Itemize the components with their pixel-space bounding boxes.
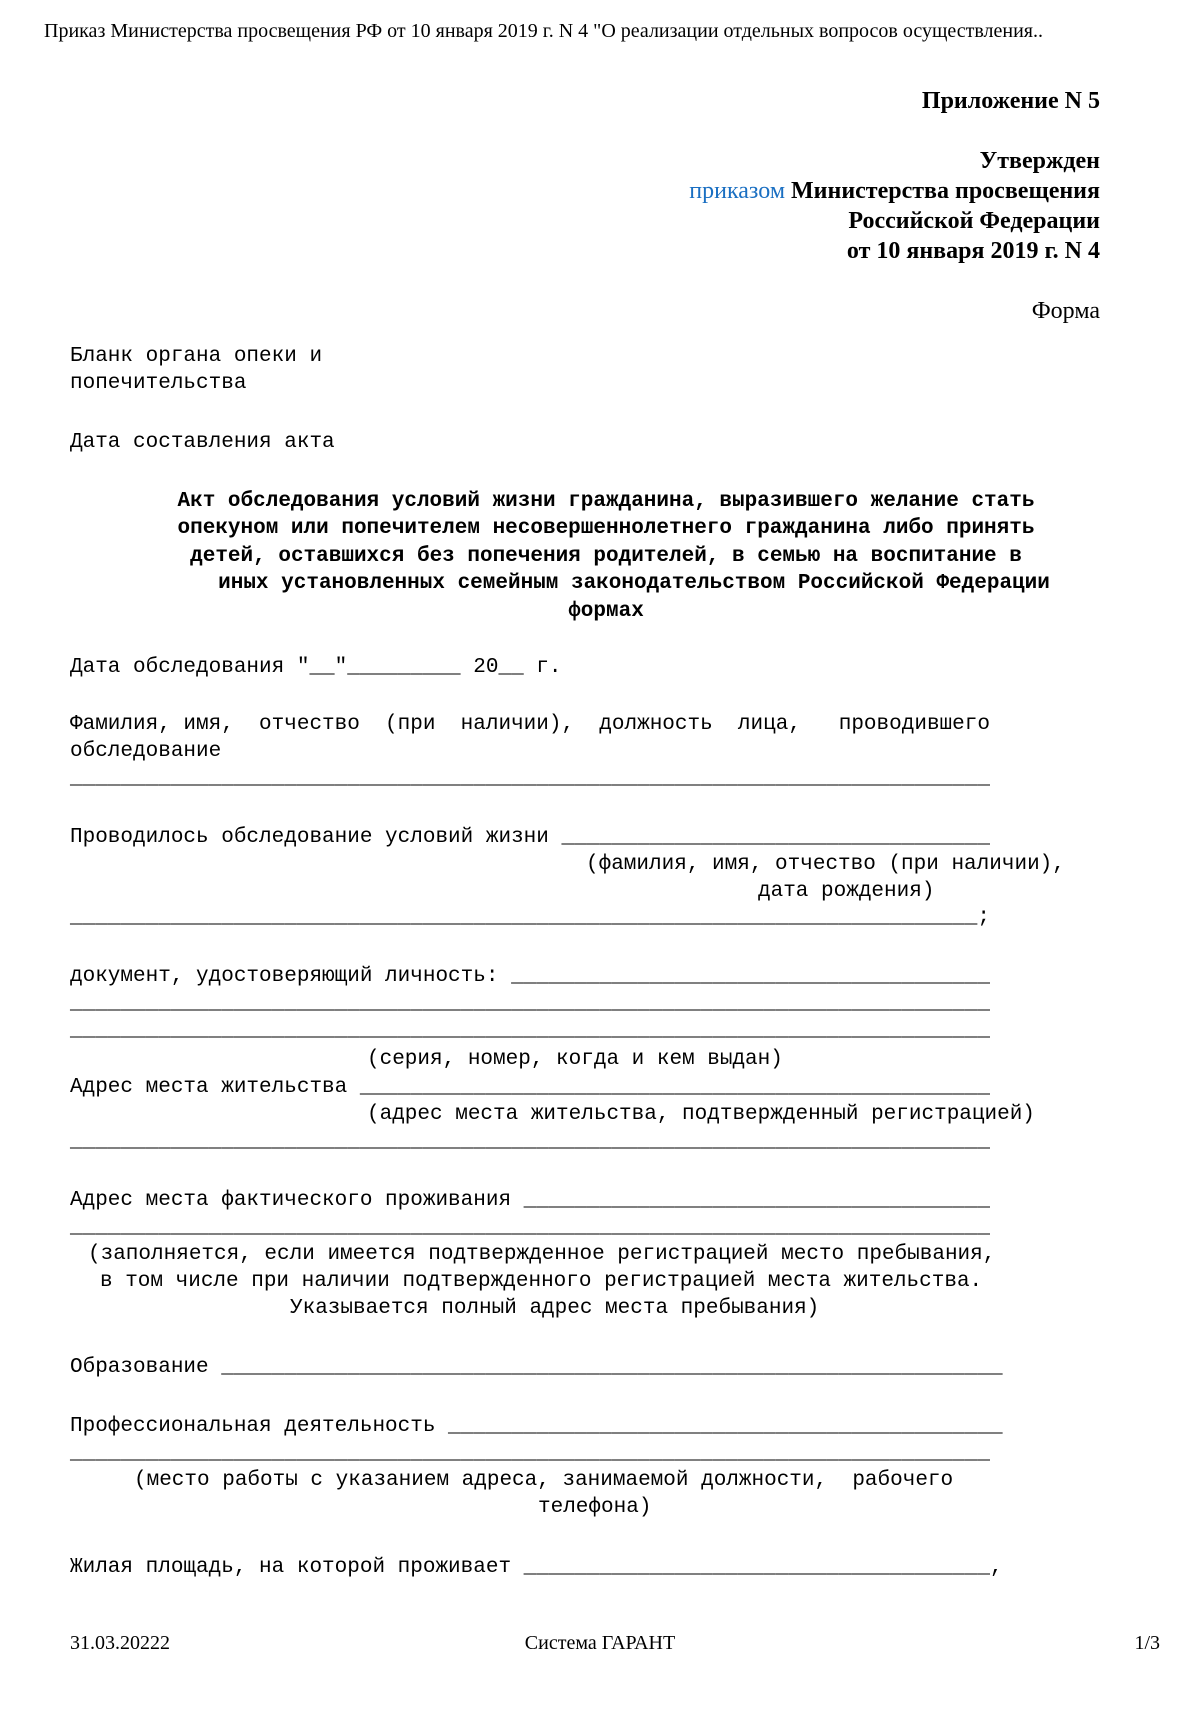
- appendix-number: Приложение N 5: [921, 88, 1100, 114]
- conducted-end-line: ________________________________________________________________________;: [70, 906, 990, 929]
- footer-date: 31.03.20222: [70, 1632, 170, 1654]
- living-space-line: Жилая площадь, на которой проживает _____________________________________,: [70, 1556, 1003, 1579]
- address-reg-line: Адрес места жительства __________________________________________________: [70, 1076, 990, 1099]
- profession-line: Профессиональная деятельность ____________________________________________: [70, 1415, 1003, 1438]
- address-actual-fill-line: _________________________________________________________________________: [70, 1216, 990, 1239]
- approval-line-3: Российской Федерации: [848, 208, 1100, 234]
- address-actual-hint-2: в том числе при наличии подтвержденного регистрацией места жительства.: [100, 1270, 983, 1293]
- id-fill-line-1: _________________________________________________________________________: [70, 992, 990, 1015]
- blank-line-2: попечительства: [70, 372, 247, 395]
- act-title-line-5: формах: [568, 600, 644, 623]
- act-date: Дата составления акта: [70, 431, 335, 454]
- blank-line-1: Бланк органа опеки и: [70, 345, 323, 368]
- approval-order-rest: Министерства просвещения: [791, 178, 1100, 204]
- footer-system: Система ГАРАНТ: [524, 1632, 676, 1654]
- act-title-line-3: детей, оставшихся без попечения родителей, в семью на воспитание в: [190, 545, 1022, 568]
- address-actual-hint-3: Указывается полный адрес места пребывания): [290, 1297, 820, 1320]
- order-link[interactable]: приказом: [689, 178, 786, 204]
- act-title-line-1: Акт обследования условий жизни гражданина, выразившего желание стать: [177, 490, 1035, 513]
- examiner-fill-line: _________________________________________________________________________: [70, 767, 990, 790]
- address-actual-hint-1: (заполняется, если имеется подтвержденное регистрацией место пребывания,: [88, 1243, 996, 1266]
- exam-date: Дата обследования "__"_________ 20__ г.: [70, 656, 562, 679]
- footer-page-number: 1/3: [1134, 1632, 1160, 1654]
- id-hint: (серия, номер, когда и кем выдан): [367, 1048, 783, 1071]
- examiner-line-2: обследование: [70, 740, 222, 763]
- id-document-line: документ, удостоверяющий личность: ______________________________________: [70, 965, 990, 988]
- approved-label: Утвержден: [979, 148, 1100, 174]
- id-fill-line-2: _________________________________________________________________________: [70, 1019, 990, 1042]
- address-reg-fill-line: _________________________________________________________________________: [70, 1130, 990, 1153]
- act-title-line-4: иных установленных семейным законодательством Российской Федерации: [218, 572, 1050, 595]
- approval-line-4: от 10 января 2019 г. N 4: [846, 238, 1100, 264]
- approval-order-line: [689, 178, 1100, 205]
- examiner-line-1: Фамилия, имя, отчество (при наличии), должность лица, проводившего: [70, 713, 990, 736]
- conducted-hint-1: (фамилия, имя, отчество (при наличии),: [586, 853, 1065, 876]
- education-line: Образование ______________________________________________________________: [70, 1356, 1003, 1379]
- address-reg-hint: (адрес места жительства, подтвержденный регистрацией): [367, 1103, 1035, 1126]
- address-actual-line: Адрес места фактического проживания _____________________________________: [70, 1189, 990, 1212]
- conducted-line: Проводилось обследование условий жизни __________________________________: [70, 826, 990, 849]
- profession-hint-1: (место работы с указанием адреса, занимаемой должности, рабочего: [134, 1469, 954, 1492]
- form-label: Форма: [1031, 298, 1100, 324]
- conducted-hint-2: дата рождения): [758, 880, 935, 903]
- profession-fill-line: _________________________________________________________________________: [70, 1442, 990, 1465]
- running-header: Приказ Министерства просвещения РФ от 10 января 2019 г. N 4 "О реализации отдельных вопросов осуществления..: [44, 20, 1044, 42]
- profession-hint-2: телефона): [538, 1496, 652, 1519]
- act-title-line-2: опекуном или попечителем несовершеннолетнего гражданина либо принять: [177, 517, 1035, 540]
